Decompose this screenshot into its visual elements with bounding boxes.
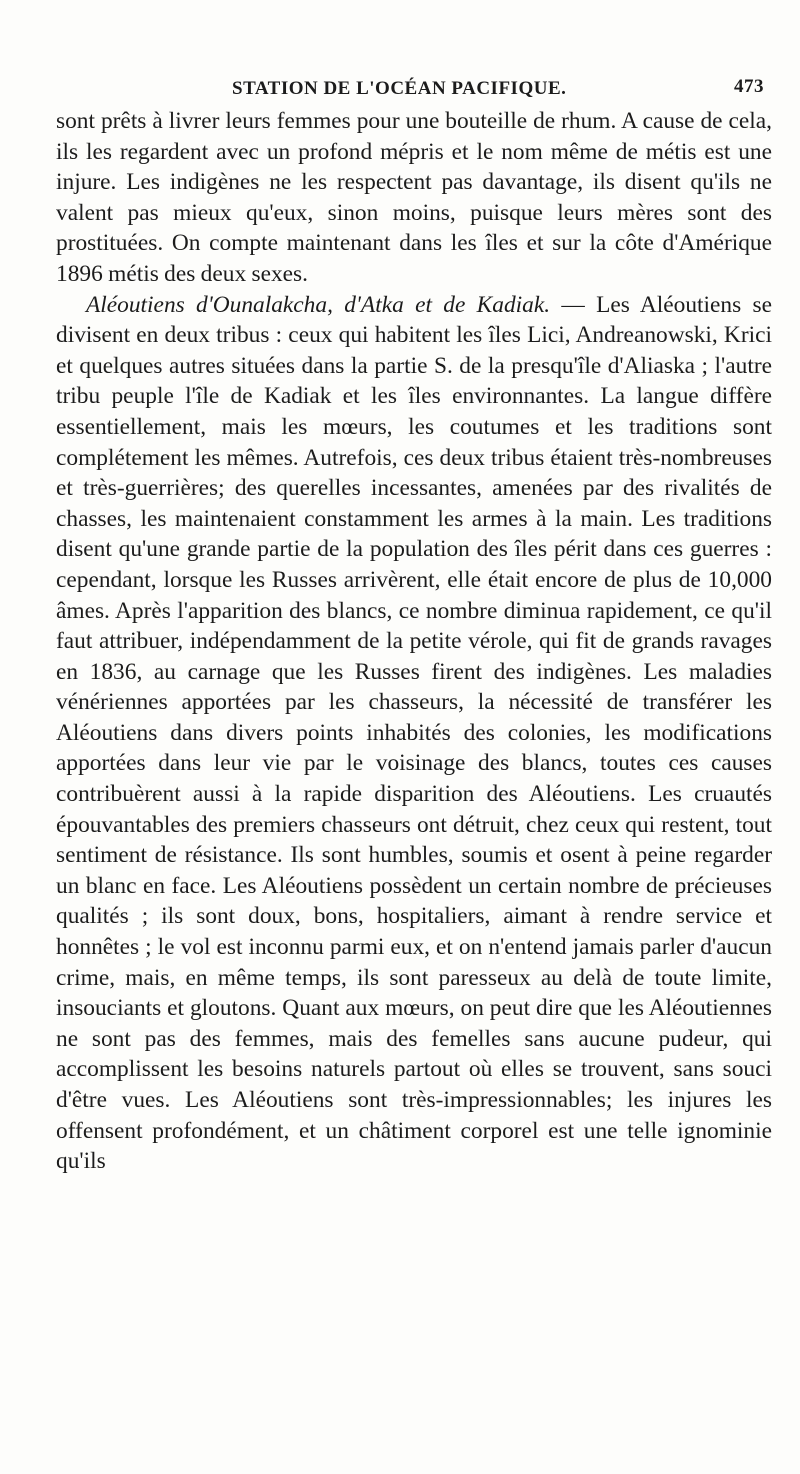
paragraph-text: sont prêts à livrer leurs femmes pour une bouteille de rhum. A cause de cela, ils les regardent avec un profond mépris et le nom même de métis est une injure. Les indigènes ne les respectent pas davantage, ils disent qu'ils ne valent pas mieux qu'eux, sinon moins, puisque leurs mères sont des prostituées. On compte maintenant dans les îles et sur la côte d'Amérique 1896 métis des deux sexes. xyxy=(56,108,772,287)
paragraph-continuation xyxy=(56,106,772,290)
paragraph-text: — Les Aléoutiens se divisent en deux tribus : ceux qui habitent les îles Lici, Andreanowski, Krici et quelques autres situées dans la partie S. de la presqu'île d'Aliaska ; l'autre tribu peuple l'île de Kadiak et les îles environnantes. La langue diffère essentiellement, mais les mœurs, les coutumes et les traditions sont complétement les mêmes. Autrefois, ces deux tribus étaient très-nombreuses et très-guerrières; des querelles incessantes, amenées par des rivalités de chasses, les maintenaient constamment les armes à la main. Les traditions disent qu'une grande partie de la population des îles périt dans ces guerres : cependant, lorsque les Russes arrivèrent, elle était encore de plus de 10,000 âmes. Après l'apparition des blancs, ce nombre diminua rapidement, ce qu'il faut attribuer, indépendamment de la petite vérole, qui fit de grands ravages en 1836, au carnage que les Russes firent des indigènes. Les maladies vénériennes apportées par les chasseurs, la nécessité de transférer les Aléoutiens dans divers points inhabités des colonies, les modifications apportées dans leur vie par le voisinage des blancs, toutes ces causes contribuèrent aussi à la rapide disparition des Aléoutiens. Les cruautés épouvantables des premiers chasseurs ont détruit, chez ceux qui restent, tout sentiment de résistance. Ils sont humbles, soumis et osent à peine regarder un blanc en face. Les Aléoutiens possèdent un certain nombre de précieuses qualités ; ils sont doux, bons, hospitaliers, aimant à rendre service et honnêtes ; le vol est inconnu parmi eux, et on n'entend jamais parler d'aucun crime, mais, en même temps, ils sont paresseux au delà de toute limite, insouciants et gloutons. Quant aux mœurs, on peut dire que les Aléoutiennes ne sont pas des femmes, mais des femelles sans aucune pudeur, qui accomplissent les besoins naturels partout où elles se trouvent, sans souci d'être vues. Les Aléoutiens sont très-impressionnables; les injures les offensent profondément, et un châtiment corporel est une telle ignominie qu'ils xyxy=(56,291,772,1175)
running-header xyxy=(56,70,772,100)
body-text xyxy=(56,106,772,1177)
paragraph-aleoutiens xyxy=(56,290,772,1177)
running-title: STATION DE L'OCÉAN PACIFIQUE. xyxy=(232,78,567,99)
section-heading: Aléoutiens d'Ounalakcha, d'Atka et de Kadiak. xyxy=(86,291,551,318)
page-number: 473 xyxy=(734,76,764,97)
